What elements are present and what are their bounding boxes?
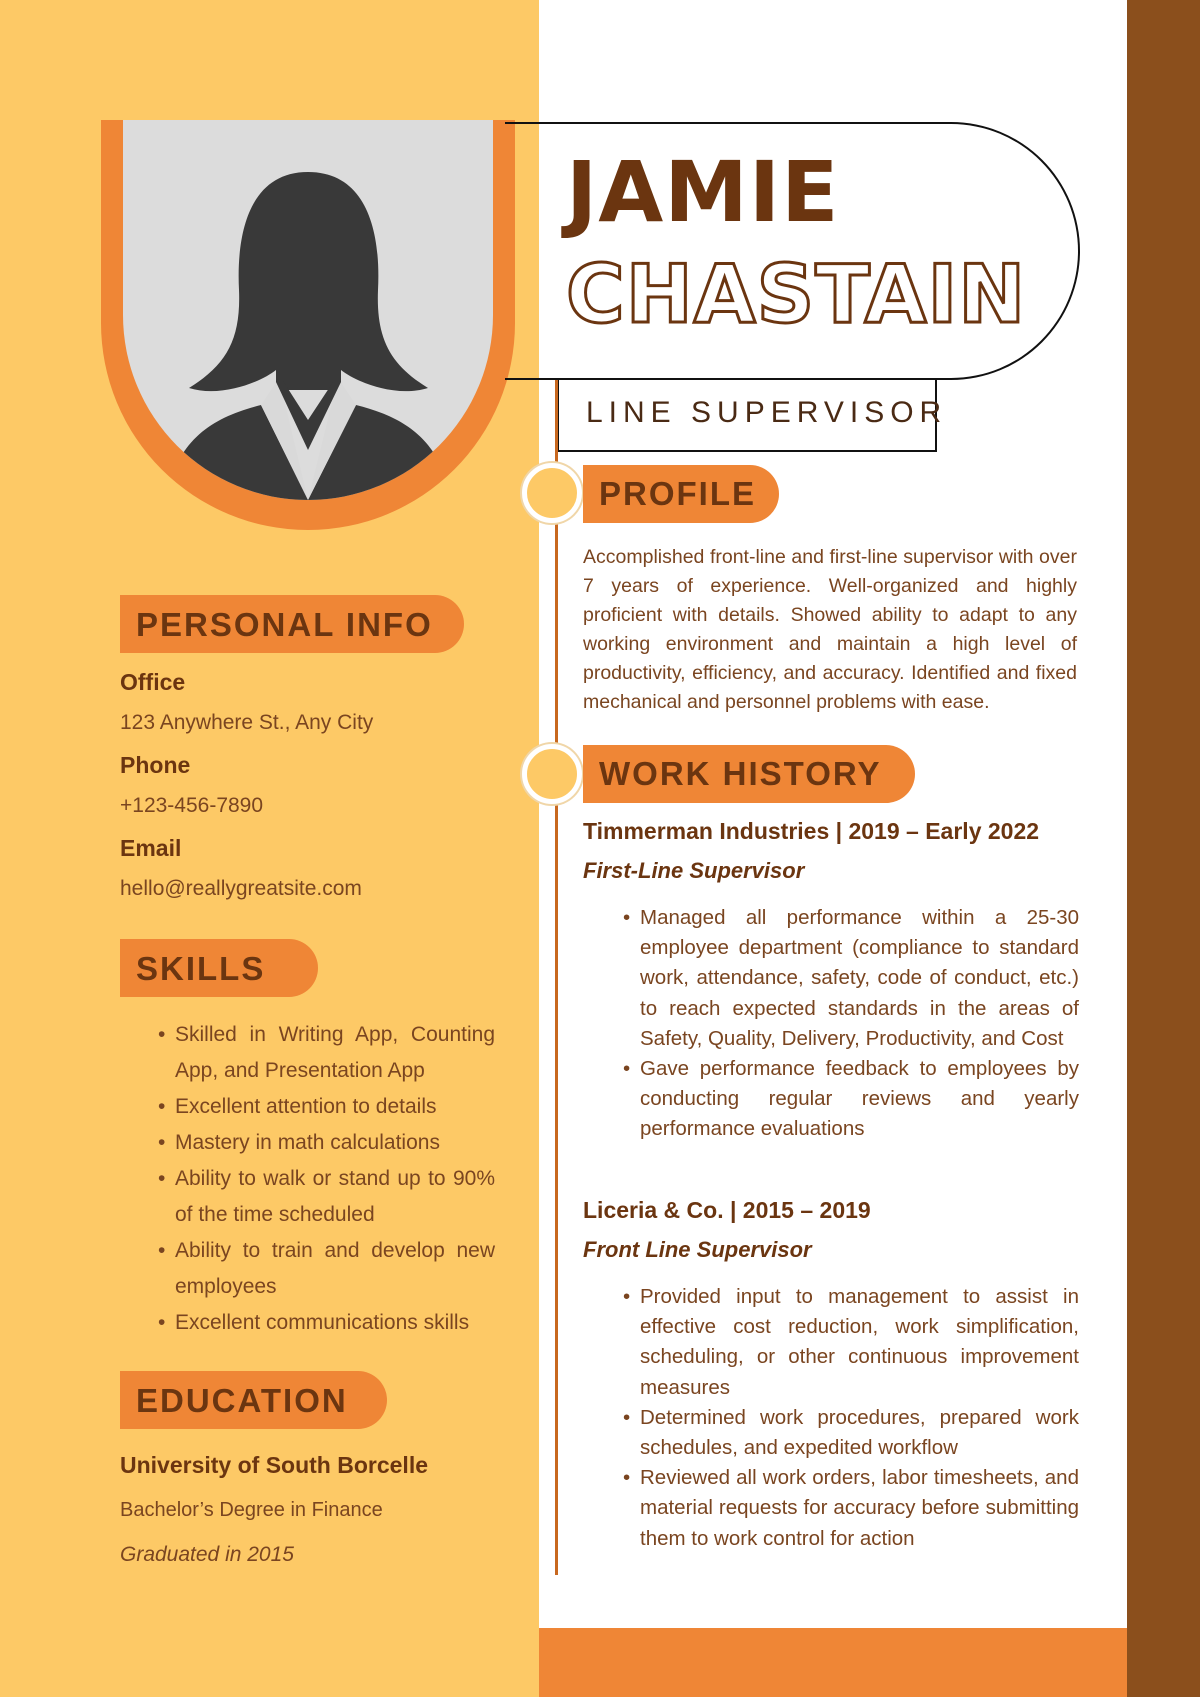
- timeline-line: [555, 380, 558, 1575]
- job-2-bullets: [603, 1282, 1079, 1554]
- skills-list: [138, 1017, 495, 1341]
- office-label: Office: [120, 669, 186, 695]
- profile-photo: [101, 120, 515, 530]
- list-item: • Mastery in math calculations: [138, 1125, 495, 1161]
- job-1-company: Timmerman Industries | 2019 – Early 2022: [583, 818, 1040, 844]
- education-heading: EDUCATION: [120, 1371, 387, 1429]
- work-history-heading: WORK HISTORY: [583, 745, 915, 803]
- list-item: • Determined work procedures, prepared work schedules, and expedited workflow: [603, 1403, 1079, 1463]
- education-degree: Bachelor’s Degree in Finance: [120, 1499, 383, 1521]
- phone-label: Phone: [120, 752, 191, 778]
- job-2-company: Liceria & Co. | 2015 – 2019: [583, 1197, 871, 1223]
- list-item: • Ability to walk or stand up to 90% of the time scheduled: [138, 1161, 495, 1233]
- list-item: • Reviewed all work orders, labor timesheets, and material requests for accuracy before submitting them to work control for action: [603, 1463, 1079, 1554]
- job-1-bullets: [603, 903, 1079, 1145]
- education-school: University of South Borcelle: [120, 1452, 429, 1478]
- first-name: JAMIE: [566, 143, 840, 241]
- list-item: • Provided input to management to assist in effective cost reduction, work simplification, scheduling, or other continuous improvement measures: [603, 1282, 1079, 1403]
- job-2-role: Front Line Supervisor: [583, 1237, 812, 1262]
- skills-heading: SKILLS: [120, 939, 318, 997]
- list-item: • Ability to train and develop new employees: [138, 1233, 495, 1305]
- list-item: • Managed all performance within a 25-30 employee department (compliance to standard work, attendance, safety, code of conduct, etc.) to reach expected standards in the areas of Safety, Quality, Delivery, Productivity, and Cost: [603, 903, 1079, 1054]
- list-item: • Skilled in Writing App, Counting App, and Presentation App: [138, 1017, 495, 1089]
- person-silhouette-icon: [101, 120, 515, 530]
- personal-info-heading: PERSONAL INFO: [120, 595, 464, 653]
- email-value: hello@reallygreatsite.com: [120, 877, 362, 900]
- bottom-decorative-bar: [539, 1628, 1127, 1697]
- profile-text: Accomplished front-line and first-line supervisor with over 7 years of experience. Well-organized and highly proficient with details. Showed ability to adapt to any working environment and maintain a high level of productivity, efficiency, and accuracy. Identified and fixed mechanical and personnel problems with ease.: [583, 546, 1077, 713]
- list-item: • Gave performance feedback to employees by conducting regular reviews and yearly performance evaluations: [603, 1054, 1079, 1145]
- phone-value: +123-456-7890: [120, 794, 264, 817]
- email-label: Email: [120, 835, 182, 861]
- profile-heading: PROFILE: [583, 465, 779, 523]
- last-name: CHASTAIN: [566, 248, 1027, 341]
- office-value: 123 Anywhere St., Any City: [120, 711, 374, 734]
- right-decorative-bar: [1127, 0, 1200, 1697]
- timeline-dot-work: [522, 744, 582, 804]
- timeline-dot-profile: [522, 463, 582, 523]
- job-1-role: First-Line Supervisor: [583, 858, 805, 883]
- job-title: LINE SUPERVISOR: [586, 396, 948, 429]
- list-item: • Excellent communications skills: [138, 1305, 495, 1341]
- list-item: • Excellent attention to details: [138, 1089, 495, 1125]
- education-graduated: Graduated in 2015: [120, 1543, 294, 1566]
